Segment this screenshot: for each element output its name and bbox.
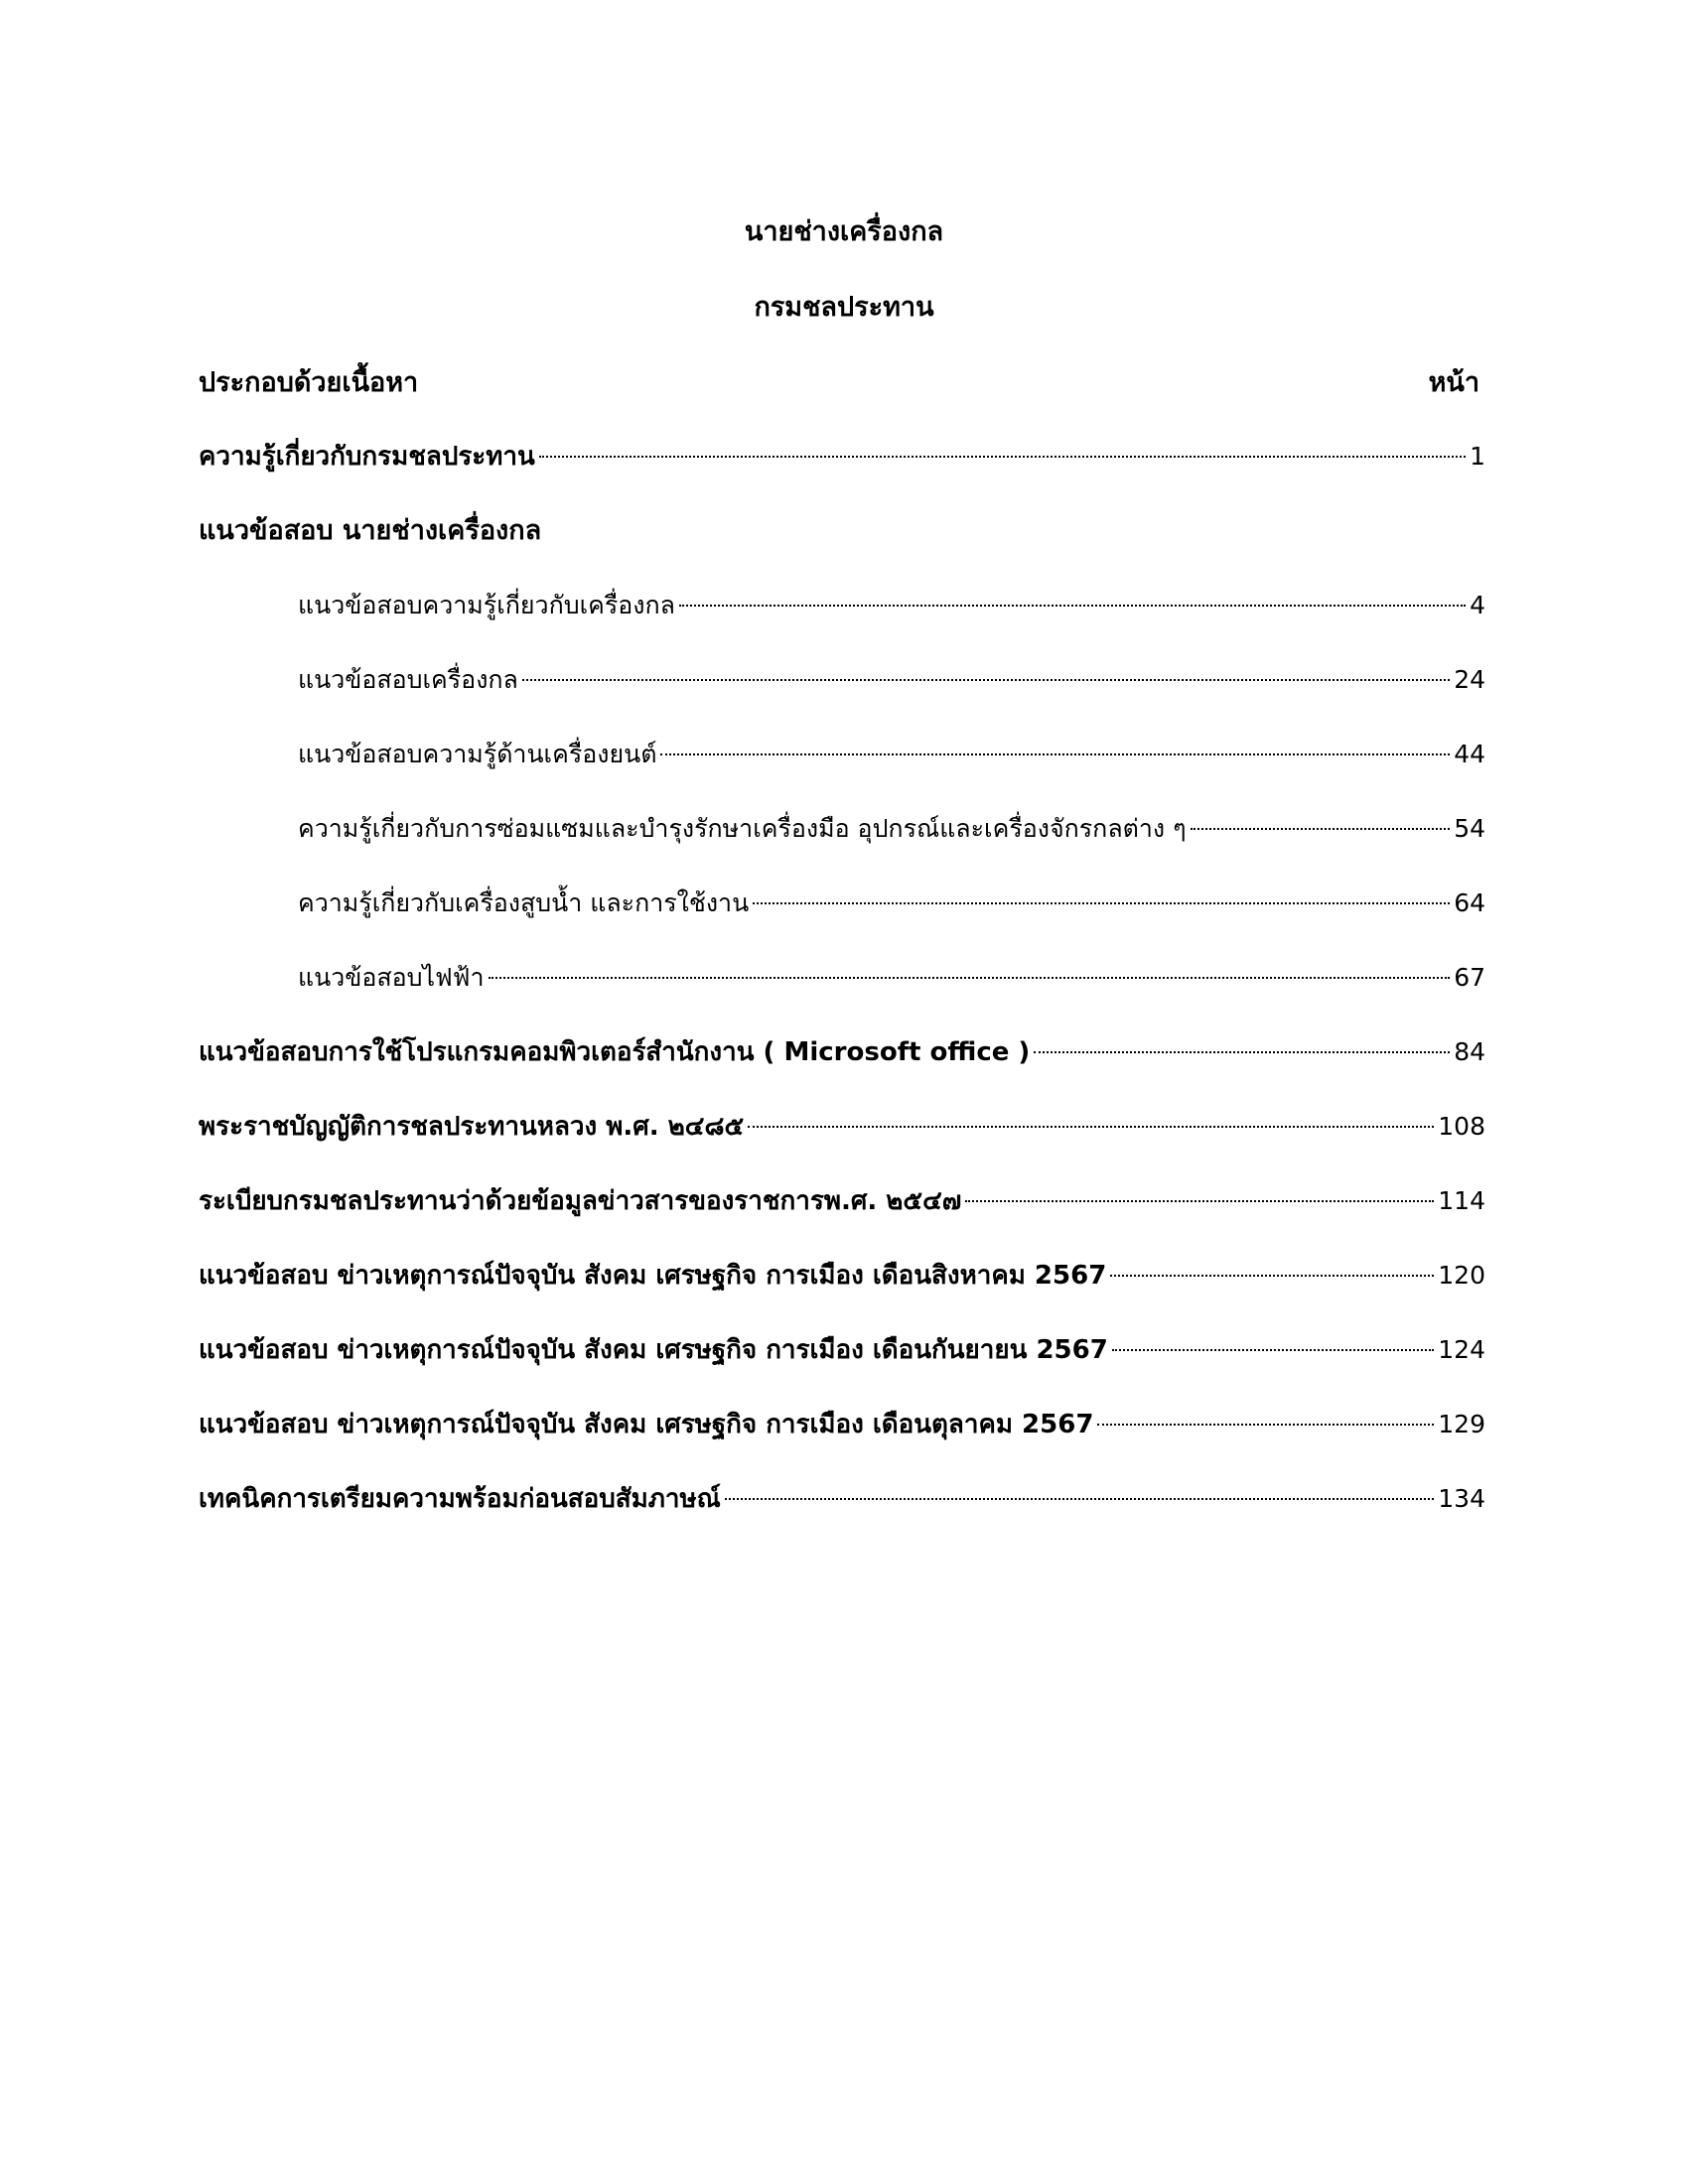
- page-column-label: หน้า: [1428, 367, 1479, 398]
- dot-leader: [725, 1498, 1435, 1500]
- dot-leader: [753, 902, 1450, 904]
- toc-entry-label: แนวข้อสอบเครื่องกล: [298, 665, 518, 694]
- toc-entry[interactable]: [199, 1479, 1485, 1519]
- dot-leader: [1191, 828, 1451, 830]
- toc-entry-label: ความรู้เกี่ยวกับการซ่อมแซมและบำรุงรักษาเครื่องมือ อุปกรณ์และเครื่องจักรกลต่าง ๆ: [298, 814, 1187, 843]
- toc-entry-page: 54: [1454, 814, 1485, 843]
- toc-entry-page: 134: [1438, 1484, 1485, 1513]
- toc-entry[interactable]: [199, 1405, 1485, 1444]
- toc-entry-page: 108: [1438, 1112, 1485, 1141]
- dot-leader: [1097, 1424, 1434, 1426]
- toc-entry-label: แนวข้อสอบความรู้เกี่ยวกับเครื่องกล: [298, 591, 675, 619]
- document-title: นายช่างเครื่องกล: [744, 216, 944, 247]
- dot-leader: [965, 1200, 1434, 1202]
- toc-entry-label: พระราชบัญญัติการชลประทานหลวง พ.ศ. ๒๔๘๕: [199, 1112, 745, 1142]
- toc-entry-page: 124: [1438, 1335, 1485, 1364]
- toc-entry-label: ระเบียบกรมชลประทานว่าด้วยข้อมูลข่าวสารของราชการพ.ศ. ๒๕๔๗: [199, 1186, 962, 1216]
- toc-subentry[interactable]: [298, 735, 1485, 774]
- toc-subentry[interactable]: [298, 884, 1485, 923]
- toc-subentry[interactable]: [298, 660, 1485, 700]
- dot-leader: [1034, 1051, 1450, 1053]
- toc-entry-page: 24: [1454, 665, 1485, 694]
- toc-entry[interactable]: [199, 1032, 1485, 1072]
- toc-entry-label: แนวข้อสอบ ข่าวเหตุการณ์ปัจจุบัน สังคม เศรษฐกิจ การเมือง เดือนตุลาคม 2567: [199, 1410, 1094, 1439]
- toc-entry-page: 67: [1454, 963, 1485, 992]
- toc-entry-label: ความรู้เกี่ยวกับกรมชลประทาน: [199, 442, 535, 472]
- dot-leader: [679, 605, 1466, 607]
- toc-entry-page: 84: [1454, 1037, 1485, 1066]
- dot-leader: [522, 679, 1450, 681]
- toc-entry-label: เทคนิคการเตรียมความพร้อมก่อนสอบสัมภาษณ์: [199, 1484, 721, 1514]
- toc-subentry[interactable]: [298, 809, 1485, 849]
- dot-leader: [1110, 1275, 1434, 1277]
- toc-entry-label: ความรู้เกี่ยวกับเครื่องสูบน้ำ และการใช้งาน: [298, 888, 750, 917]
- toc-entry-label: แนวข้อสอบ ข่าวเหตุการณ์ปัจจุบัน สังคม เศรษฐกิจ การเมือง เดือนกันยายน 2567: [199, 1335, 1108, 1365]
- toc-entry[interactable]: [199, 437, 1485, 477]
- dot-leader: [539, 456, 1466, 458]
- toc-entry-label: แนวข้อสอบ ข่าวเหตุการณ์ปัจจุบัน สังคม เศรษฐกิจ การเมือง เดือนสิงหาคม 2567: [199, 1261, 1107, 1291]
- dot-leader: [748, 1126, 1434, 1128]
- toc-entry-page: 4: [1470, 591, 1485, 619]
- toc-entry[interactable]: [199, 1330, 1485, 1370]
- toc-entry-page: 44: [1454, 740, 1485, 768]
- toc-section-heading: แนวข้อสอบ นายช่างเครื่องกล: [199, 515, 542, 546]
- dot-leader: [489, 977, 1451, 979]
- toc-entry-page: 1: [1470, 442, 1485, 471]
- toc-entry-page: 64: [1454, 888, 1485, 917]
- toc-entry[interactable]: [199, 1181, 1485, 1221]
- dot-leader: [660, 753, 1450, 755]
- toc-entry-page: 120: [1438, 1261, 1485, 1290]
- toc-entry-label: แนวข้อสอบไฟฟ้า: [298, 963, 485, 992]
- toc-entry[interactable]: [199, 1107, 1485, 1147]
- toc-header: [199, 363, 1479, 403]
- toc-entry-label: แนวข้อสอบความรู้ด้านเครื่องยนต์: [298, 740, 657, 768]
- toc-entry-page: 129: [1438, 1410, 1485, 1438]
- dot-leader: [1112, 1349, 1434, 1351]
- contents-label: ประกอบด้วยเนื้อหา: [199, 367, 419, 398]
- toc-entry-page: 114: [1438, 1186, 1485, 1215]
- toc-entry[interactable]: [199, 1256, 1485, 1296]
- document-subtitle: กรมชลประทาน: [754, 292, 934, 323]
- toc-entry-label: แนวข้อสอบการใช้โปรแกรมคอมพิวเตอร์สำนักงาน ( Microsoft office ): [199, 1037, 1031, 1067]
- toc-subentry[interactable]: [298, 958, 1485, 998]
- toc-subentry[interactable]: [298, 586, 1485, 625]
